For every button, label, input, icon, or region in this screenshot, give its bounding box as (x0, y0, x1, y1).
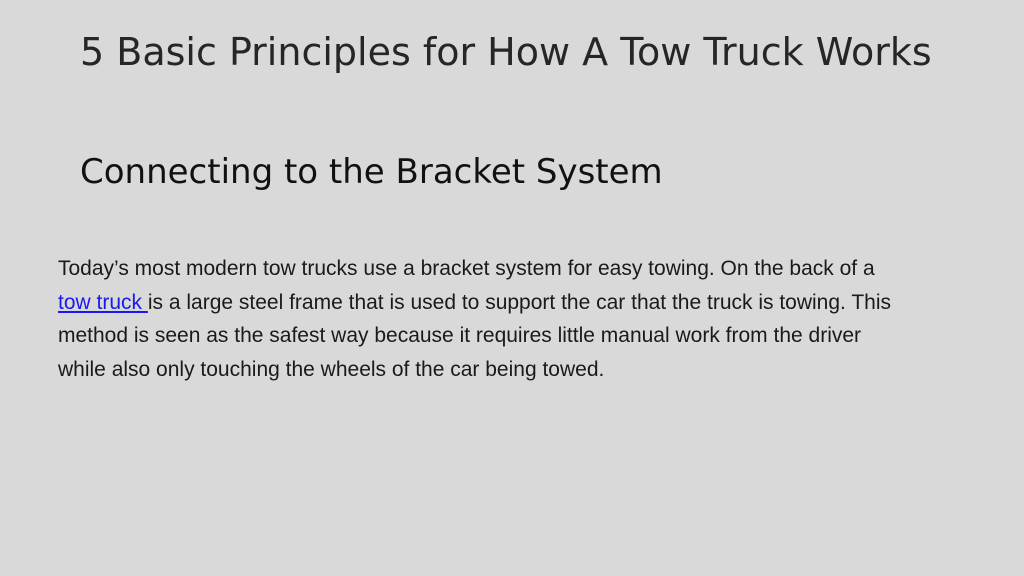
slide-title: 5 Basic Principles for How A Tow Truck Works (80, 30, 932, 74)
slide-subtitle: Connecting to the Bracket System (80, 152, 663, 192)
body-text-after-link: is a large steel frame that is used to support the car that the truck is towing. This method is seen as the safest way because it requires little manual work from the driver while also only touching the wheels of the car being towed. (58, 290, 892, 381)
body-paragraph (58, 252, 898, 386)
tow-truck-link[interactable]: tow truck (58, 290, 148, 314)
body-text-before-link: Today’s most modern tow trucks use a bracket system for easy towing. On the back of a (58, 257, 875, 280)
